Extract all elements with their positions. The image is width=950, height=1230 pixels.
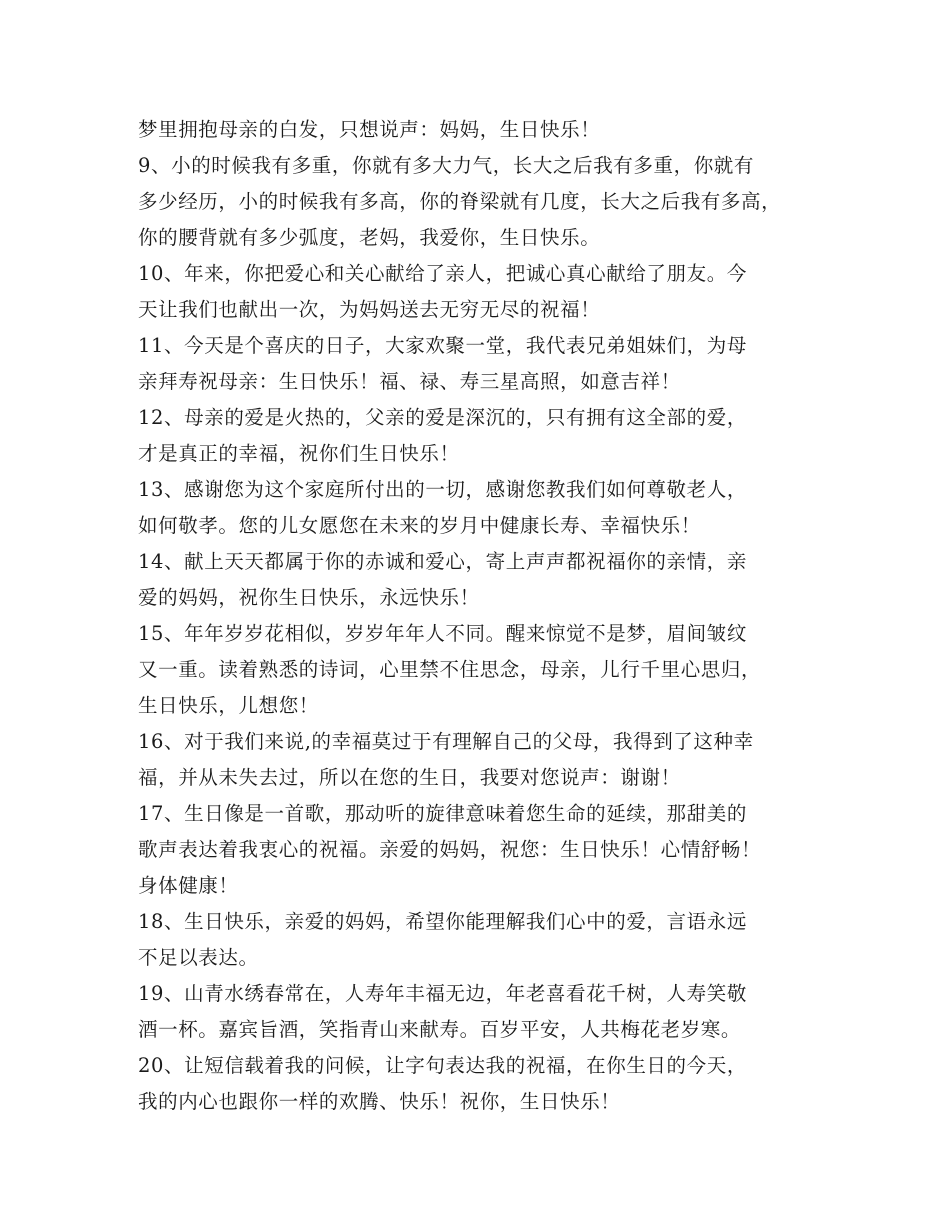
text-line: 爱的妈妈，祝你生日快乐，永远快乐！ bbox=[138, 586, 480, 609]
text-line: 身体健康！ bbox=[138, 874, 239, 897]
text-line: 梦里拥抱母亲的白发，只想说声：妈妈，生日快乐！ bbox=[138, 118, 601, 141]
text-line: 16、对于我们来说,的幸福莫过于有理解自己的父母，我得到了这种幸 bbox=[138, 730, 754, 753]
text-line: 20、让短信载着我的问候，让字句表达我的祝福，在你生日的今天， bbox=[138, 1054, 747, 1077]
text-line: 不足以表达。 bbox=[138, 946, 259, 969]
text-line: 酒一杯。嘉宾旨酒，笑指青山来献寿。百岁平安，人共梅花老岁寒。 bbox=[138, 1018, 742, 1041]
text-line: 14、献上天天都属于你的赤诚和爱心，寄上声声都祝福你的亲情，亲 bbox=[138, 550, 747, 573]
text-line: 13、感谢您为这个家庭所付出的一切，感谢您教我们如何尊敬老人， bbox=[138, 478, 747, 501]
text-line: 15、年年岁岁花相似，岁岁年年人不同。醒来惊觉不是梦，眉间皱纹 bbox=[138, 622, 747, 645]
text-line: 歌声表达着我衷心的祝福。亲爱的妈妈，祝您：生日快乐！心情舒畅！ bbox=[138, 838, 762, 861]
text-line: 12、母亲的爱是火热的，父亲的爱是深沉的，只有拥有这全部的爱， bbox=[138, 406, 747, 429]
text-line: 福，并从未失去过，所以在您的生日，我要对您说声：谢谢！ bbox=[138, 766, 681, 789]
text-line: 11、今天是个喜庆的日子，大家欢聚一堂，我代表兄弟姐妹们，为母 bbox=[138, 334, 747, 357]
text-line: 亲拜寿祝母亲：生日快乐！福、禄、寿三星高照，如意吉祥！ bbox=[138, 370, 681, 393]
text-line: 你的腰背就有多少弧度，老妈，我爱你，生日快乐。 bbox=[138, 226, 601, 249]
text-line: 9、小的时候我有多重，你就有多大力气，长大之后我有多重，你就有 bbox=[138, 154, 755, 177]
text-line: 又一重。读着熟悉的诗词，心里禁不住思念，母亲，儿行千里心思归， bbox=[138, 658, 762, 681]
text-line: 我的内心也跟你一样的欢腾、快乐！祝你，生日快乐！ bbox=[138, 1090, 621, 1113]
text-line: 17、生日像是一首歌，那动听的旋律意味着您生命的延续，那甜美的 bbox=[138, 802, 747, 825]
text-line: 10、年来，你把爱心和关心献给了亲人，把诚心真心献给了朋友。今 bbox=[138, 262, 747, 285]
text-line: 19、山青水绣春常在，人寿年丰福无边，年老喜看花千树，人寿笑敬 bbox=[138, 982, 747, 1005]
text-line: 18、生日快乐，亲爱的妈妈，希望你能理解我们心中的爱，言语永远 bbox=[138, 910, 747, 933]
text-line: 才是真正的幸福，祝你们生日快乐！ bbox=[138, 442, 460, 465]
text-line: 多少经历，小的时候我有多高，你的脊梁就有几度，长大之后我有多高， bbox=[138, 190, 782, 213]
text-line: 生日快乐，儿想您！ bbox=[138, 694, 319, 717]
text-line: 如何敬孝。您的儿女愿您在未来的岁月中健康长寿、幸福快乐！ bbox=[138, 514, 701, 537]
text-line: 天让我们也献出一次，为妈妈送去无穷无尽的祝福！ bbox=[138, 298, 601, 321]
